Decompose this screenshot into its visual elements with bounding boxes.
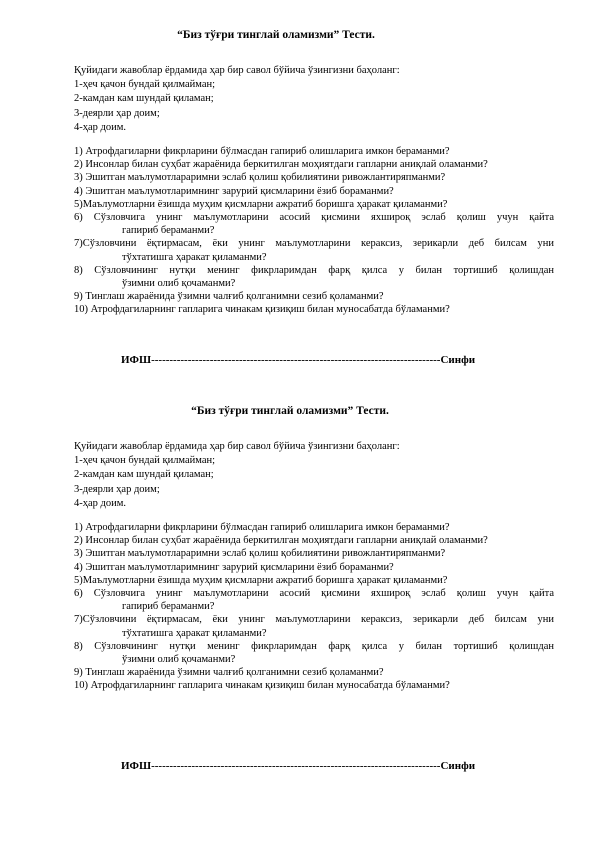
question-item: [74, 640, 554, 666]
question-text: 7)Сўзловчини ёқтирмасам, ёки унинг маълумотларини кераксиз, зерикарли деб билсам уни: [74, 614, 554, 626]
question-item: [74, 574, 554, 587]
intro-block: [74, 440, 554, 511]
question-text: 6) Сўзловчига унинг маълумотларини асосий қисмини яхшироқ эслаб қолиш учун қайта: [74, 212, 554, 224]
question-text: 1) Атрофдагиларни фикрларини бўлмасдан гапириб олишларига имкон бераманми?: [74, 146, 450, 157]
question-item: [74, 613, 554, 639]
question-item: [74, 534, 554, 547]
question-item: [74, 237, 554, 263]
question-text: 2) Инсонлар билан суҳбат жараёнида беркитилган моҳиятдаги гапларни аниқлай оламанми?: [74, 535, 488, 547]
question-text: 5)Маълумотларни ёзишда муҳим қисмларни ажратиб боришга ҳаракат қиламанми?: [74, 198, 448, 210]
question-list: [74, 145, 554, 317]
scale-item: 3-деярли ҳар доим;: [74, 483, 160, 495]
question-item: [74, 264, 554, 290]
question-item: [74, 587, 554, 613]
question-continuation: гапириб бераманми?: [122, 225, 215, 237]
scale-item: 2-камдан кам шундай қиламан;: [74, 93, 214, 105]
question-continuation: ўзимни олиб қочаманми?: [122, 654, 236, 666]
intro-block: [74, 64, 554, 135]
question-list: [74, 521, 554, 693]
scale-item: 4-ҳар доим.: [74, 121, 127, 133]
scale-item: 3-деярли ҳар доим;: [74, 107, 160, 119]
question-item: [74, 679, 554, 692]
question-item: [74, 158, 554, 171]
question-item: [74, 185, 554, 198]
question-item: [74, 666, 554, 679]
scale-item: 1-ҳеч қачон бундай қилмайман;: [74, 79, 216, 91]
question-item: [74, 145, 554, 158]
question-text: 4) Эшитган маълумотларимнинг зарурий қисмларини ёзиб бораманми?: [74, 185, 394, 197]
scale-item: 4-ҳар доим.: [74, 497, 127, 509]
question-continuation: ўзимни олиб қочаманми?: [122, 278, 236, 290]
question-item: [74, 547, 554, 560]
question-text: 8) Сўзловчининг нутқи менинг фикрларимдан фарқ қилса у билан тортишиб қолишдан: [74, 640, 554, 652]
question-text: 9) Тинглаш жараёнида ўзимни чалғиб қолганимни сезиб қоламанми?: [74, 291, 384, 303]
question-item: [74, 521, 554, 534]
footer-signature-line: ИФШ-------------------------------------------------------------------------------Синфи: [121, 760, 476, 772]
question-text: 3) Эшитган маълумотлараримни эслаб қолиш қобилиятини ривожлантиряпманми?: [74, 172, 446, 184]
question-text: 4) Эшитган маълумотларимнинг зарурий қисмларини ёзиб бораманми?: [74, 561, 394, 573]
question-text: 9) Тинглаш жараёнида ўзимни чалғиб қолганимни сезиб қоламанми?: [74, 667, 384, 679]
question-text: 2) Инсонлар билан суҳбат жараёнида беркитилган моҳиятдаги гапларни аниқлай оламанми?: [74, 159, 488, 171]
test-title: “Биз тўғри тинглай оламизми” Тести.: [177, 29, 375, 41]
question-text: 10) Атрофдагиларнинг гапларига чинакам қизиқиш билан муносабатда бўламанми?: [74, 304, 450, 316]
question-text: 8) Сўзловчининг нутқи менинг фикрларимдан фарқ қилса у билан тортишиб қолишдан: [74, 264, 554, 276]
question-item: [74, 211, 554, 237]
question-text: 1) Атрофдагиларни фикрларини бўлмасдан гапириб олишларига имкон бераманми?: [74, 522, 450, 533]
question-item: [74, 171, 554, 184]
footer-signature-line: ИФШ-------------------------------------------------------------------------------Синфи: [121, 354, 476, 366]
question-text: 10) Атрофдагиларнинг гапларига чинакам қизиқиш билан муносабатда бўламанми?: [74, 680, 450, 692]
question-text: 7)Сўзловчини ёқтирмасам, ёки унинг маълумотларини кераксиз, зерикарли деб билсам уни: [74, 238, 554, 250]
test-title: “Биз тўғри тинглай оламизми” Тести.: [191, 405, 389, 417]
question-continuation: тўхтатишга ҳаракат қиламанми?: [122, 627, 267, 639]
question-item: [74, 561, 554, 574]
instruction-text: Қуйидаги жавоблар ёрдамида ҳар бир савол бўйича ўзингизни баҳоланг:: [74, 441, 400, 452]
question-item: [74, 198, 554, 211]
question-text: 6) Сўзловчига унинг маълумотларини асосий қисмини яхшироқ эслаб қолиш учун қайта: [74, 588, 554, 600]
question-continuation: тўхтатишга ҳаракат қиламанми?: [122, 251, 267, 263]
scale-item: 1-ҳеч қачон бундай қилмайман;: [74, 455, 216, 467]
scale-item: 2-камдан кам шундай қиламан;: [74, 469, 214, 481]
question-continuation: гапириб бераманми?: [122, 601, 215, 613]
question-item: [74, 290, 554, 303]
question-item: [74, 303, 554, 316]
question-text: 5)Маълумотларни ёзишда муҳим қисмларни ажратиб боришга ҳаракат қиламанми?: [74, 574, 448, 586]
question-text: 3) Эшитган маълумотлараримни эслаб қолиш қобилиятини ривожлантиряпманми?: [74, 548, 446, 560]
instruction-text: Қуйидаги жавоблар ёрдамида ҳар бир савол бўйича ўзингизни баҳоланг:: [74, 65, 400, 76]
